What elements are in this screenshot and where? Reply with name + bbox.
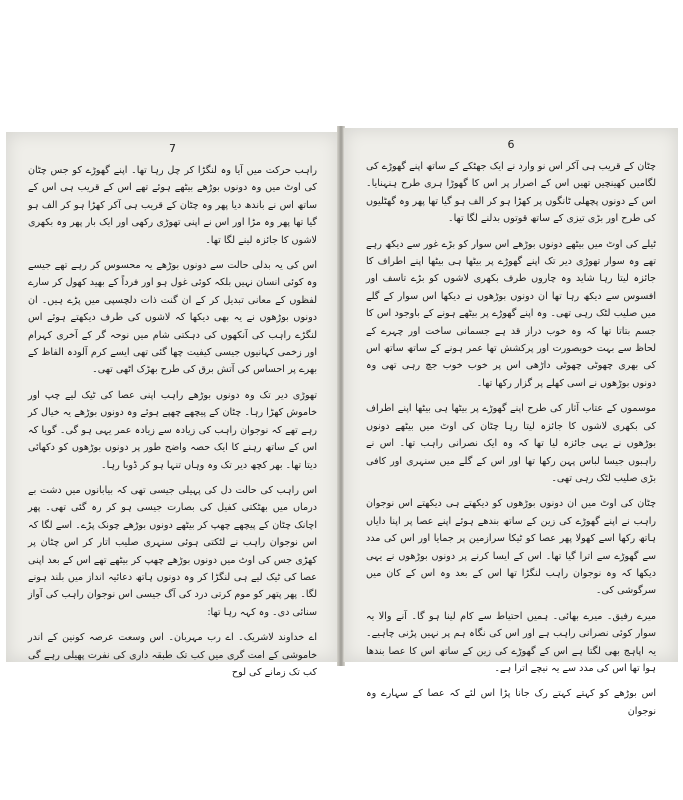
page-number: 6 (507, 138, 515, 151)
page-text (28, 162, 317, 678)
paragraph: اے خداوند لاشریک۔ اے رب مہربان۔ اس وسعت عرصہ کونین کے اندر خاموشی کے امت گری میں کب تک طبقہ داری کی نفرت پھیلی رہے گی کب تک زمانے کی لوح (28, 632, 317, 678)
paragraph: ٹیلے کی اوٹ میں بیٹھے دونوں بوڑھے اس سوار کو بڑے غور سے دیکھ رہے تھے وہ سوار تھوڑی دیر تک اپنے گھوڑے پر بیٹھا ہی بیٹھا اپنے اطراف کا جائزہ لیتا رہا شاید وہ چاروں طرف بکھری لاشوں کو بڑے تاسف اور افسوس سے دیکھ رہا تھا ان دونوں بوڑھوں نے دیکھا اس سوار کے گلے میں صلیب لٹک رہی تھی۔ وہ اپنے گھوڑے پر بیٹھے ہونے کے باوجود اس کا جسم بتاتا تھا کہ وہ خوب دراز قد ہے جسمانی ساخت اور چہرے کے لحاظ سے بہت خوبصورت اور پرکشش تھا عمر ہونے کے ساتھ ساتھ اس کی بھری چھوٹی چھوٹی داڑھی اس پر خوب خوب جچ رہی تھی وہ دونوں بوڑھوں نے اسی کھلے پر گزار رکھا تھا۔ (366, 238, 656, 389)
page-text (366, 158, 656, 717)
paragraph: موسموں کے عتاب آثار کی طرح اپنے گھوڑے پر بیٹھا ہی بیٹھا اپنے اطراف کی بکھری لاشوں کا جائزہ لیتا رہا چٹان کی اوٹ میں بیٹھے دونوں بوڑھوں نے یہی جائزہ لیا تھا کہ وہ ایک نصرانی راہب تھا۔ اس نے راہبوں جیسا لباس پہن رکھا تھا اور اس کے گلے میں سنہری اور کافی بڑی صلیب لٹک رہی تھی۔ (366, 403, 656, 484)
paragraph: اس بوڑھے کو کہتے کہتے رک جانا پڑا اس لئے کہ عصا کے سہارے وہ نوجوان (366, 688, 656, 717)
left-page (6, 132, 340, 678)
paragraph: چٹان کے قریب ہی آکر اس نو وارد نے ایک جھٹکے کے ساتھ اپنے گھوڑے کی لگامیں کھینچیں تھیں اس کے اصرار پر اس کا گھوڑا ہری طرح ہنہنایا۔ اس کے دونوں پچھلی ٹانگوں پر کھڑا ہو کر الف ہو گیا تھا پھر وہ گھٹلیوں کی طرح اور بڑی تیزی کے ساتھ قوتوں بدلنے لگا تھا۔ (366, 161, 656, 225)
paragraph: چٹان کی اوٹ میں ان دونوں بوڑھوں کو دیکھتے ہی دیکھتے اس نوجوان راہب نے اپنے گھوڑے کی زین کے ساتھ بندھے ہوئے اپنے عصا پر اپنا دایاں ہاتھ رکھا اسے کھولا پھر عصا کو ٹیکا سرازمین پر جمایا اور اس کی مدد سے گھوڑے سے اترا گیا تھا۔ اس کے ایسا کرنے پر دونوں بوڑھوں نے یہی دیکھا کہ وہ نوجوان راہب لنگڑا تھا اس کے بعد وہ اس کے کان میں سرگوشی کی۔ (366, 498, 656, 597)
paragraph: تھوڑی دیر تک وہ دونوں بوڑھے راہب اپنی عصا کی ٹیک لیے چپ اور خاموش کھڑا رہا۔ چٹان کے پیچھے چھپے ہوئے وہ دونوں بوڑھے یہ خیال کر رہے تھے کہ نوجوان راہب کی زیادہ سے زیادہ عمر یہی ہو گی۔ گویا کہ اس کے ساتھ رہنے کا ایک حصہ واضح طور پر دونوں بوڑھوں کو دکھائی دیتا تھا۔ بھر کچھ دیر تک وہ وہاں تنہا ہو کر ڈوبا رہا۔ (28, 389, 317, 471)
paragraph: راہب حرکت میں آیا وہ لنگڑا کر چل رہا تھا۔ اپنے گھوڑے کو جس چٹان کی اوٹ میں وہ دونوں بوڑھے بیٹھے ہوئے تھے اس کے قریب ہی اس کے ساتھ اس نے باندھ دیا پھر وہ چٹان کے قریب ہی آکر کھڑا ہو کر الف ہو گیا تھا پھر وہ مڑا اور اس نے اپنی تھوڑی رکھی اور ایک بار پھر وہ بکھری لاشوں کا جائزہ لینے لگا تھا۔ (28, 165, 317, 246)
paragraph: اس کی یہ بدلی حالت سے دونوں بوڑھے یہ محسوس کر رہے تھے جیسے وہ کوئی انسان نہیں بلکہ کوئی غول ہو اور فرداً کے بھید کھول کر سارے لفظوں کے معانی تبدیل کر کے ان گنت ذات دلچسپی میں پڑے ہیں۔ ان دونوں بوڑھوں نے یہ بھی دیکھا کہ لاشوں کی طرف دیکھتے ہوئے اس لنگڑے راہب کی آنکھوں کی دہکتی شام میں نوحہ گر کے آخری کہرام اور زخمی کہانیوں جیسی کیفیت چھا گئی تھی ایسے کرم آلودہ الفاظ کے بھرے پر احساس کی آتش برق کی طرح بھڑک اٹھی تھی۔ (28, 260, 317, 376)
right-page (343, 128, 678, 717)
paragraph: میرے رفیق۔ میرے بھائی۔ ہمیں احتیاط سے کام لینا ہو گا۔ آنے والا یہ سوار کوئی نصرانی راہب ہے اور اس کی نگاہ ہم پر نہیں پڑنی چاہیے۔ یہ اپاہج بھی لگتا ہے اس کے گھوڑے کی زین کے ساتھ اس کا عصا بندھا ہوا تھا اس کی مدد سے یہ نیچے اترا ہے۔ (366, 610, 656, 674)
paragraph: اس راہب کی حالت دل کی پہیلی جیسی تھی کہ بیابانوں میں دشت بے درماں میں بھٹکتی کفیل کی بصارت جیسی ہو کر رہ گئی تھی۔ پھر اچانک چٹان کے پیچھے چھپ کر بیٹھے دونوں بوڑھے چونک پڑے۔ اسے لگا کہ اس نوجوان راہب نے لٹکتی ہوئی سنہری صلیب اتار کر اس چٹان پر کھڑی جس کی اوٹ میں دونوں بوڑھے چھپ کر بیٹھے تھے اس کے بعد اپنی عصا کی ٹیک لیے ہی لنگڑا کر وہ دونوں ہاتھ دعائیہ انداز میں بلند ہونے لگا۔ پھر پتھر کو موم کرتی درد کی آگ جیسی اس نوجوان راہب کی آواز سنائی دی۔ وہ کہہ رہا تھا: (28, 484, 317, 618)
page-number: 7 (169, 142, 176, 155)
